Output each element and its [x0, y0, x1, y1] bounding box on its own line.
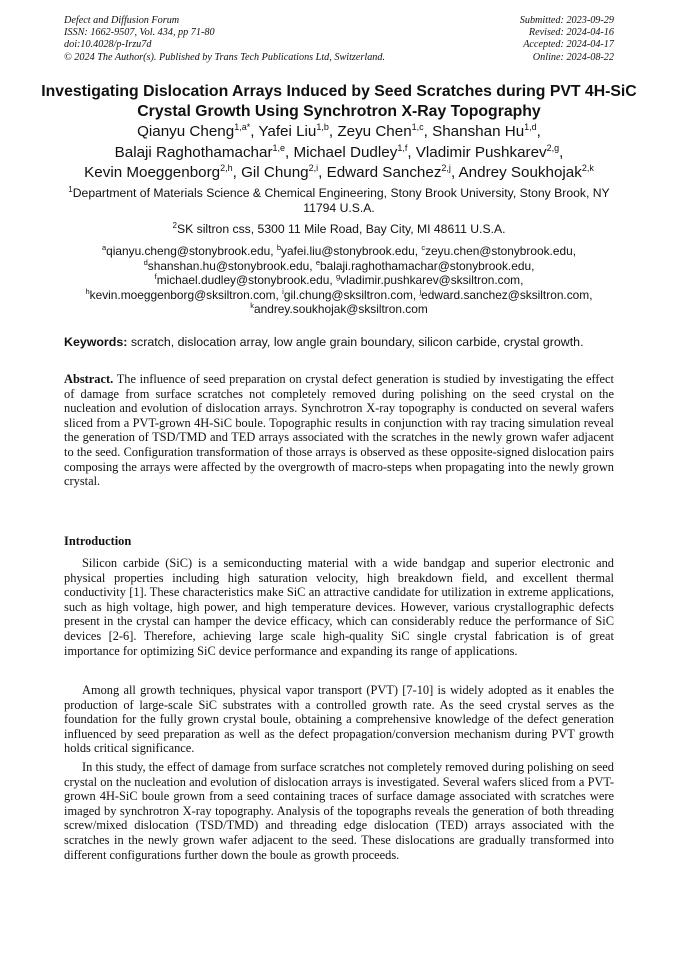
email-entry — [250, 302, 428, 316]
intro-paragraph-3: In this study, the effect of damage from surface scratches not completely removed during polishing on seed crystal on the nucleation and evolution of dislocation arrays is investigated. Several wafers sliced from a PVT-grown 4H-SiC boule grown from a seed containing traces of surface damage associated with scratches were imaged by synchrotron X-ray topography. Analysis of the topographs reveals the generation of both threading screw/mixed dislocation (TSD/TMD) and threading edge dislocation (TED) arrays associated with the scratches in the newly grown wafer adjacent to the seed. These dislocations are gradually transformed into different configurations further down the boule as growth proceeds. — [64, 760, 614, 862]
affiliation-text: SK siltron css, 5300 11 Mile Road, Bay City, MI 48611 U.S.A. — [176, 222, 506, 236]
author — [258, 123, 337, 140]
email-marker: k — [250, 301, 254, 311]
email-entry — [316, 259, 535, 273]
author-affiliation-marker: 1,a* — [234, 122, 251, 132]
intro-paragraph-1: Silicon carbide (SiC) is a semiconducting material with a wide bandgap and superior electronic and physical properties including high saturation velocity, high breakdown field, and excellent thermal conductivity [1]. These characteristics make SiC an attractive candidate for utilization in extreme applications, such as high voltage, high power, and high temperature devices. However, various crystallographic defects present in the crystal can hamper the device efficacy, which can considerably reduce the performance of SiC devices [2-6]. Therefore, achieving large scale high-quality SiC single crystal fabrication is of great importance for optimizing SiC device performance and expanding its range of applications. — [64, 556, 614, 658]
doi-line: doi:10.4028/p-Irzu7d — [64, 39, 152, 51]
intro-paragraph-2: Among all growth techniques, physical vapor transport (PVT) [7-10] is widely adopted as it enables the production of large-scale SiC substrates with a controlled growth rate. As the seed crystal serves as the foundation for the fully grown crystal boule, obtaining a comprehensive knowledge of the defect generation influenced by seed preparation as well as the defect propagation/conversion mechanism during PVT growth holds critical significance. — [64, 683, 614, 756]
revised-date: Revised: 2024-04-16 — [528, 27, 614, 39]
email-address: gil.chung@sksiltron.com — [283, 287, 413, 302]
author-name: Yafei Liu — [258, 123, 317, 140]
email-separator: , — [309, 258, 316, 273]
email-marker: c — [421, 243, 426, 252]
author — [337, 123, 432, 140]
author-name: Andrey Soukhojak — [458, 164, 582, 181]
email-separator: , — [572, 244, 577, 258]
email-marker: g — [336, 272, 341, 282]
author-affiliation-marker: 2,k — [581, 163, 594, 173]
email-list — [40, 244, 638, 317]
affiliation-2 — [64, 222, 614, 237]
author-name: Balaji Raghothamachar — [114, 143, 273, 161]
email-address: kevin.moeggenborg@sksiltron.com — [89, 287, 276, 302]
abstract — [64, 372, 614, 489]
email-entry — [144, 259, 316, 273]
email-marker: e — [315, 257, 321, 267]
abstract-text: The influence of seed preparation on crystal defect generation is studied by investigating the effect of damage from surface scratches not completely removed during polishing on the seed crystal on the nucleation and evolution of dislocation arrays. Synchrotron X-ray topography is conducted on several wafers sliced from a PVT-grown 4H-SiC boule. Topographic results in conjunction with ray tracing simulation reveal the generation of TSD/TMD and TED arrays associated with the scratches in the newly grown wafer adjacent to the seed. Configuration transformation of those arrays is observed as these opposite-signed dislocation pairs composing the arrays were affected by the overgrowth of macro-steps when propagating into the newly grown crystal. — [64, 372, 614, 489]
keywords-text: scratch, dislocation array, low angle grain boundary, silicon carbide, crystal growth. — [130, 335, 584, 349]
email-separator: , — [531, 258, 535, 273]
email-address: vladimir.pushkarev@sksiltron.com — [340, 273, 521, 288]
email-separator: , — [520, 273, 524, 288]
author — [416, 144, 564, 161]
email-address: balaji.raghothamachar@stonybrook.edu — [320, 258, 532, 273]
journal-name: Defect and Diffusion Forum — [64, 15, 180, 26]
author-affiliation-marker: 1,f — [397, 142, 408, 153]
email-address: andrey.soukhojak@sksiltron.com — [253, 302, 428, 317]
email-marker: a — [101, 243, 107, 252]
email-address: michael.dudley@stonybrook.edu — [156, 273, 330, 288]
email-entry — [421, 244, 576, 258]
author-affiliation-marker: 1,b — [316, 122, 329, 132]
author-name: Kevin Moeggenborg — [84, 164, 221, 181]
author-affiliation-marker: 1,d — [524, 122, 537, 132]
email-address: yafei.liu@stonybrook.edu — [281, 244, 415, 258]
email-entry — [102, 244, 277, 258]
email-marker: i — [282, 286, 284, 296]
author — [327, 164, 459, 181]
author-separator: , — [285, 143, 294, 161]
accepted-date: Accepted: 2024-04-17 — [523, 39, 614, 51]
online-date: Online: 2024-08-22 — [532, 51, 614, 63]
author-affiliation-marker: 2,g — [546, 142, 560, 153]
author — [241, 164, 327, 181]
email-separator: , — [329, 273, 336, 288]
author-affiliation-marker: 2,i — [308, 163, 319, 173]
author — [293, 144, 415, 161]
author — [84, 164, 241, 181]
email-entry — [85, 288, 282, 302]
email-separator: , — [412, 287, 420, 302]
author — [115, 144, 294, 161]
author-name: Shanshan Hu — [432, 123, 525, 140]
email-separator: , — [270, 244, 277, 258]
email-entry — [336, 273, 523, 287]
abstract-label: Abstract. — [64, 372, 114, 386]
author-affiliation-marker: 1,e — [272, 142, 286, 153]
author-separator: , — [559, 143, 564, 161]
email-entry — [277, 244, 421, 258]
submitted-date: Submitted: 2023-09-29 — [519, 15, 614, 26]
email-address: edward.sanchez@sksiltron.com — [421, 287, 590, 302]
author — [432, 123, 541, 140]
email-separator: , — [275, 287, 283, 302]
author-separator: , — [450, 164, 459, 181]
author-name: Zeyu Chen — [337, 123, 412, 140]
email-marker: f — [154, 272, 157, 282]
affiliation-marker: 2 — [172, 221, 177, 230]
author — [137, 123, 258, 140]
keywords — [64, 335, 614, 350]
author — [459, 164, 594, 181]
affiliation-text: Department of Materials Science & Chemical Engineering, Stony Brook University, Stony Brook, NY 11794 U.S.A. — [72, 186, 610, 215]
email-marker: h — [85, 286, 90, 296]
author-separator: , — [318, 164, 327, 181]
paper-title: Investigating Dislocation Arrays Induced by Seed Scratches during PVT 4H-SiC Crystal Growth Using Synchrotron X-Ray Topography — [41, 83, 637, 120]
author-name: Edward Sanchez — [326, 164, 442, 181]
author-name: Vladimir Pushkarev — [415, 143, 547, 161]
email-separator: , — [414, 244, 422, 258]
author-separator: , — [328, 123, 338, 140]
email-address: zeyu.chen@stonybrook.edu — [425, 244, 573, 258]
author-list — [30, 122, 648, 184]
email-entry — [419, 288, 592, 302]
email-marker: d — [143, 257, 148, 267]
author-separator: , — [423, 123, 433, 140]
email-separator: , — [589, 287, 593, 302]
author-separator: , — [250, 123, 259, 140]
keywords-label: Keywords: — [64, 335, 128, 349]
email-address: shanshan.hu@stonybrook.edu — [147, 258, 310, 273]
author-affiliation-marker: 2,j — [441, 163, 451, 173]
author-separator: , — [407, 143, 416, 161]
email-entry — [282, 286, 422, 302]
author-name: Michael Dudley — [293, 143, 398, 161]
email-entry — [155, 273, 336, 287]
affiliation-marker: 1 — [68, 185, 73, 194]
affiliation-1 — [64, 186, 614, 216]
author-separator: , — [232, 164, 242, 181]
author-affiliation-marker: 1,c — [411, 122, 424, 132]
dates-header — [520, 15, 614, 64]
issn-line: ISSN: 1662-9507, Vol. 434, pp 71-80 — [64, 27, 215, 39]
author-name: Qianyu Cheng — [137, 123, 235, 140]
copyright-line: © 2024 The Author(s). Published by Trans Tech Publications Ltd, Switzerland. — [64, 51, 386, 63]
section-heading-introduction: Introduction — [64, 534, 132, 548]
journal-header — [64, 15, 385, 64]
author-affiliation-marker: 2,h — [220, 163, 233, 173]
author-name: Gil Chung — [241, 164, 309, 181]
email-marker: j — [419, 286, 422, 296]
email-address: qianyu.cheng@stonybrook.edu — [106, 244, 271, 258]
author-separator: , — [536, 123, 541, 140]
email-marker: b — [276, 243, 282, 252]
